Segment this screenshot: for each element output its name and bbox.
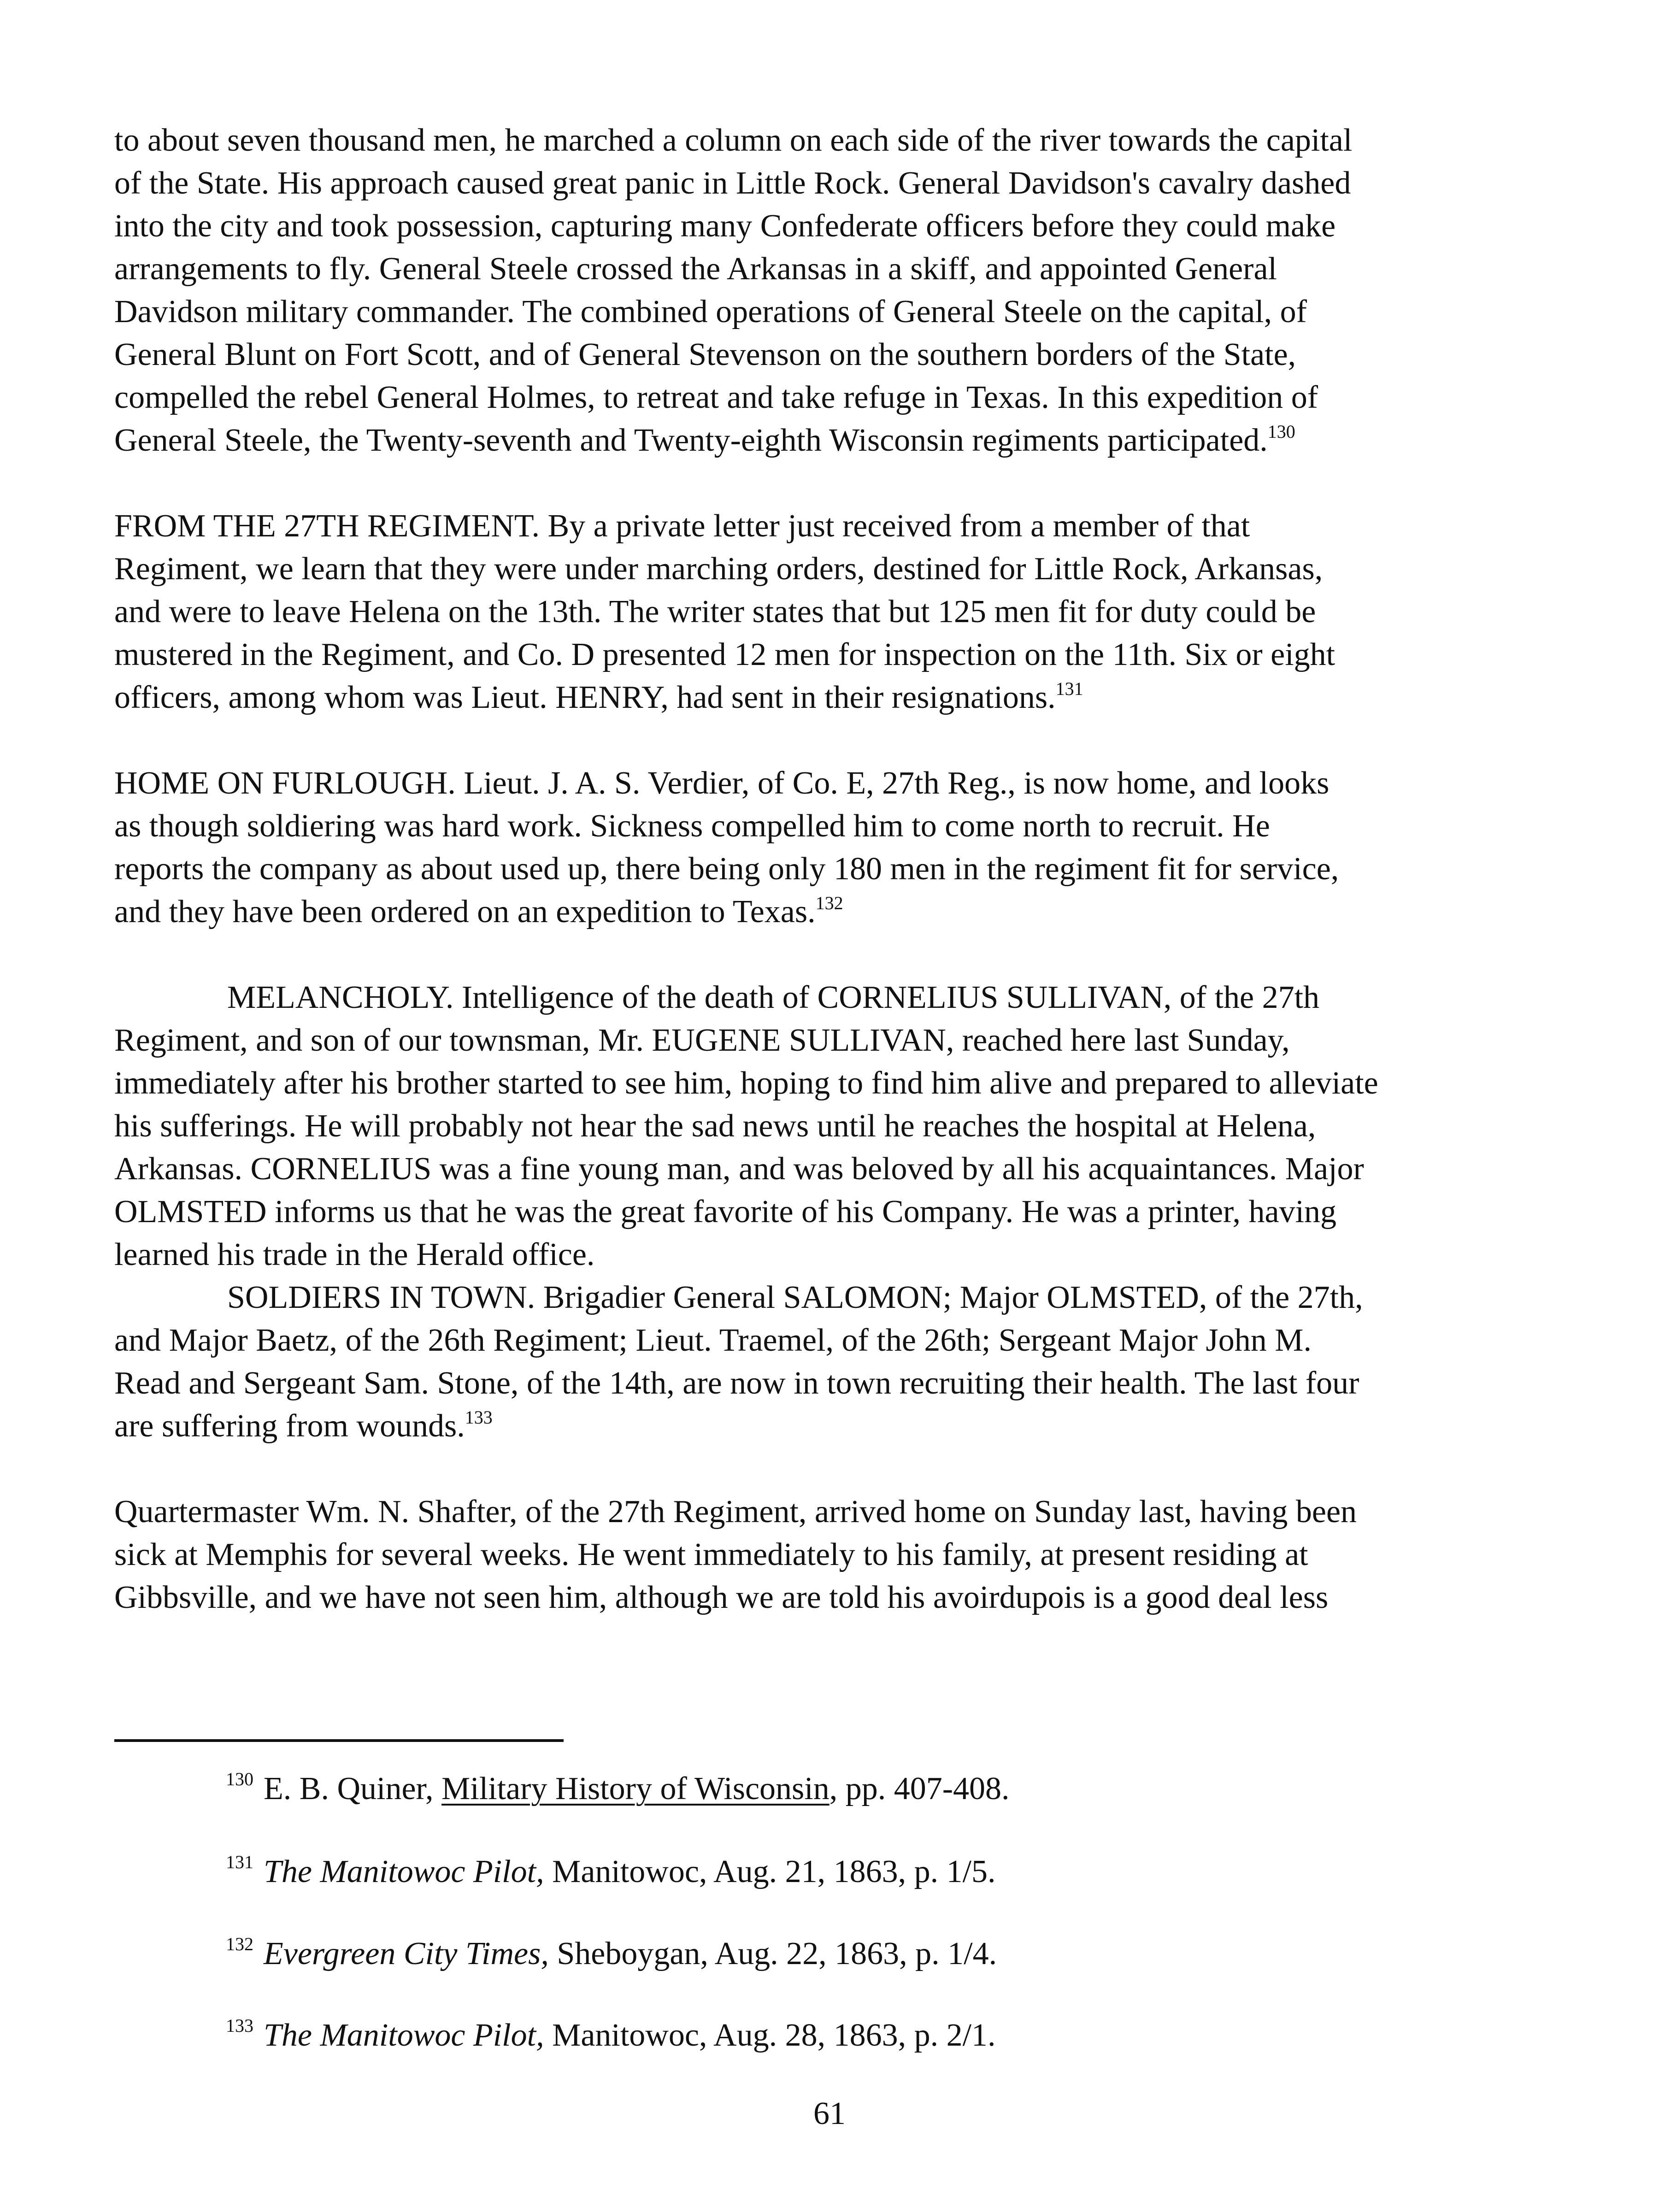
- text-line: Gibbsville, and we have not seen him, although we are told his avoirdupois is a good deal less: [114, 1580, 1329, 1615]
- footnote-132: [226, 1932, 997, 1975]
- footnote-divider: [114, 1739, 564, 1742]
- text-line: OLMSTED informs us that he was the great favorite of his Company. He was a printer, having: [114, 1194, 1337, 1230]
- text-line: Arkansas. CORNELIUS was a fine young man, and was beloved by all his acquaintances. Major: [114, 1151, 1364, 1187]
- text-line: HOME ON FURLOUGH. Lieut. J. A. S. Verdier, of Co. E, 27th Reg., is now home, and looks: [114, 765, 1330, 801]
- text-line-content: and they have been ordered on an expedition to Texas.: [114, 894, 816, 930]
- paragraph-quartermaster-shafter: [114, 1490, 1557, 1619]
- text-line: compelled the rebel General Holmes, to retreat and take refuge in Texas. In this expedition of: [114, 380, 1318, 415]
- footnote-number: 132: [226, 1934, 253, 1954]
- paragraph-melancholy: [114, 976, 1557, 1276]
- text-line: to about seven thousand men, he marched a column on each side of the river towards the capital: [114, 123, 1353, 158]
- text-line: arrangements to fly. General Steele crossed the Arkansas in a skiff, and appointed General: [114, 251, 1277, 287]
- footnote-number: 130: [226, 1769, 253, 1789]
- footnote-citation: Manitowoc, Aug. 28, 1863, p. 2/1.: [544, 2018, 996, 2053]
- text-line: as though soldiering was hard work. Sickness compelled him to come north to recruit. He: [114, 808, 1270, 844]
- footnote-number: 133: [226, 2015, 253, 2036]
- text-line: and were to leave Helena on the 13th. The writer states that but 125 men fit for duty could be: [114, 594, 1316, 629]
- text-line: of the State. His approach caused great panic in Little Rock. General Davidson's cavalry dashed: [114, 165, 1351, 201]
- paragraph-from-the-27th-regiment: [114, 505, 1557, 719]
- text-line: Regiment, we learn that they were under marching orders, destined for Little Rock, Arkansas,: [114, 551, 1323, 587]
- footnote-author: E. B. Quiner,: [264, 1771, 442, 1806]
- text-line: sick at Memphis for several weeks. He went immediately to his family, at present residing at: [114, 1537, 1308, 1572]
- text-line: and Major Baetz, of the 26th Regiment; Lieut. Traemel, of the 26th; Sergeant Major John M.: [114, 1323, 1312, 1358]
- footnote-ref-131[interactable]: 131: [1055, 678, 1083, 699]
- text-line: FROM THE 27TH REGIMENT. By a private letter just received from a member of that: [114, 508, 1250, 544]
- text-line: Quartermaster Wm. N. Shafter, of the 27th Regiment, arrived home on Sunday last, having been: [114, 1494, 1357, 1530]
- text-line: Davidson military commander. The combined operations of General Steele on the capital, of: [114, 294, 1307, 329]
- text-line: Regiment, and son of our townsman, Mr. EUGENE SULLIVAN, reached here last Sunday,: [114, 1023, 1290, 1058]
- footnote-number: 131: [226, 1852, 253, 1872]
- text-line: [114, 890, 1557, 933]
- text-line: [114, 419, 1557, 462]
- footnote-ref-132[interactable]: 132: [815, 893, 843, 913]
- text-line-content: officers, among whom was Lieut. HENRY, had sent in their resignations.: [114, 680, 1056, 715]
- text-line: MELANCHOLY. Intelligence of the death of CORNELIUS SULLIVAN, of the 27th: [227, 980, 1320, 1015]
- text-line: mustered in the Regiment, and Co. D presented 12 men for inspection on the 11th. Six or eight: [114, 637, 1335, 672]
- footnote-131: [226, 1850, 996, 1893]
- paragraph-home-on-furlough: [114, 762, 1557, 933]
- text-line: Read and Sergeant Sam. Stone, of the 14th, are now in town recruiting their health. The last four: [114, 1365, 1359, 1401]
- footnote-ref-133[interactable]: 133: [465, 1407, 493, 1428]
- text-line-content: are suffering from wounds.: [114, 1408, 465, 1444]
- text-line: into the city and took possession, capturing many Confederate officers before they could make: [114, 208, 1336, 244]
- footnote-citation: Manitowoc, Aug. 21, 1863, p. 1/5.: [544, 1854, 996, 1889]
- footnote-citation: Sheboygan, Aug. 22, 1863, p. 1/4.: [548, 1936, 997, 1971]
- footnote-ref-130[interactable]: 130: [1267, 421, 1295, 442]
- text-line: General Blunt on Fort Scott, and of General Stevenson on the southern borders of the State,: [114, 337, 1296, 372]
- footnote-title: The Manitowoc Pilot,: [264, 2018, 544, 2053]
- paragraph-soldiers-in-town: [114, 1276, 1557, 1447]
- footnote-130: [226, 1767, 1010, 1810]
- page-number: 61: [813, 2096, 846, 2131]
- footnote-citation: , pp. 407-408.: [829, 1771, 1010, 1806]
- text-line: reports the company as about used up, there being only 180 men in the regiment fit for service,: [114, 851, 1339, 887]
- footnote-133: [226, 2014, 996, 2057]
- footnote-title: Military History of Wisconsin: [441, 1771, 830, 1806]
- text-line: [114, 676, 1557, 719]
- footnote-title: Evergreen City Times,: [264, 1936, 549, 1971]
- text-line: his sufferings. He will probably not hear the sad news until he reaches the hospital at Helena,: [114, 1108, 1316, 1144]
- text-line: SOLDIERS IN TOWN. Brigadier General SALOMON; Major OLMSTED, of the 27th,: [227, 1280, 1363, 1315]
- footnote-title: The Manitowoc Pilot,: [264, 1854, 544, 1889]
- text-line-content: General Steele, the Twenty-seventh and Twenty-eighth Wisconsin regiments participated.: [114, 423, 1268, 458]
- text-line: learned his trade in the Herald office.: [114, 1237, 595, 1272]
- text-line: [114, 1405, 1557, 1447]
- paragraph-little-rock: [114, 119, 1557, 462]
- text-line: immediately after his brother started to see him, hoping to find him alive and prepared to alleviate: [114, 1065, 1378, 1101]
